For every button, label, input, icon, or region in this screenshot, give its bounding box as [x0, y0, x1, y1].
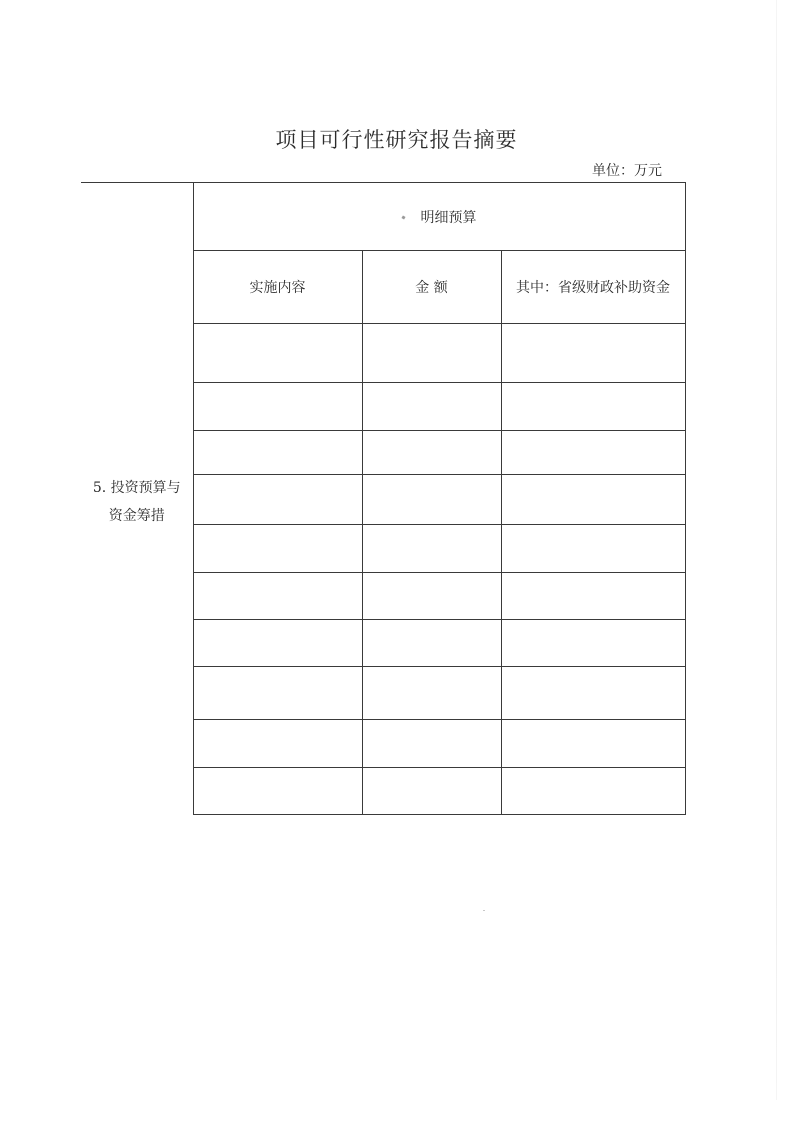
row-subsidy-cell[interactable] — [501, 720, 685, 768]
row-subsidy-cell[interactable] — [501, 620, 685, 667]
budget-detail-header-label: 明细预算 — [420, 209, 477, 226]
section-label-cell — [81, 183, 193, 815]
budget-detail-header — [193, 183, 685, 251]
row-amount-cell[interactable] — [362, 324, 501, 383]
row-amount-cell[interactable] — [362, 720, 501, 768]
row-subsidy-cell[interactable] — [501, 383, 685, 431]
column-header-provincial-subsidy: 其中：省级财政补助资金 — [501, 251, 685, 324]
row-content-cell[interactable] — [193, 720, 362, 768]
column-header-content: 实施内容 — [193, 251, 362, 324]
row-subsidy-cell[interactable] — [501, 573, 685, 620]
row-content-cell[interactable] — [193, 525, 362, 573]
row-content-cell[interactable] — [193, 431, 362, 475]
row-content-cell[interactable] — [193, 383, 362, 431]
row-amount-cell[interactable] — [362, 525, 501, 573]
row-subsidy-cell[interactable] — [501, 667, 685, 720]
row-content-cell[interactable] — [193, 620, 362, 667]
row-content-cell[interactable] — [193, 768, 362, 815]
section-label-line2: 资金筹措 — [108, 507, 165, 524]
scan-dot-mark — [401, 215, 405, 219]
row-content-cell[interactable] — [193, 573, 362, 620]
column-header-amount: 金 额 — [362, 251, 501, 324]
row-subsidy-cell[interactable] — [501, 324, 685, 383]
row-subsidy-cell[interactable] — [501, 431, 685, 475]
row-subsidy-cell[interactable] — [501, 475, 685, 525]
row-subsidy-cell[interactable] — [501, 525, 685, 573]
row-amount-cell[interactable] — [362, 475, 501, 525]
row-content-cell[interactable] — [193, 324, 362, 383]
row-amount-cell[interactable] — [362, 667, 501, 720]
page-title: 项目可行性研究报告摘要 — [275, 128, 518, 152]
row-amount-cell[interactable] — [362, 573, 501, 620]
unit-label: 单位：万元 — [592, 163, 662, 179]
row-amount-cell[interactable] — [362, 768, 501, 815]
budget-table — [81, 182, 686, 815]
row-amount-cell[interactable] — [362, 431, 501, 475]
row-amount-cell[interactable] — [362, 620, 501, 667]
row-amount-cell[interactable] — [362, 383, 501, 431]
row-content-cell[interactable] — [193, 475, 362, 525]
row-content-cell[interactable] — [193, 667, 362, 720]
scan-speck — [483, 910, 485, 911]
scan-edge-line — [776, 0, 777, 1100]
row-subsidy-cell[interactable] — [501, 768, 685, 815]
section-label-line1: 5. 投资预算与 — [92, 479, 181, 496]
